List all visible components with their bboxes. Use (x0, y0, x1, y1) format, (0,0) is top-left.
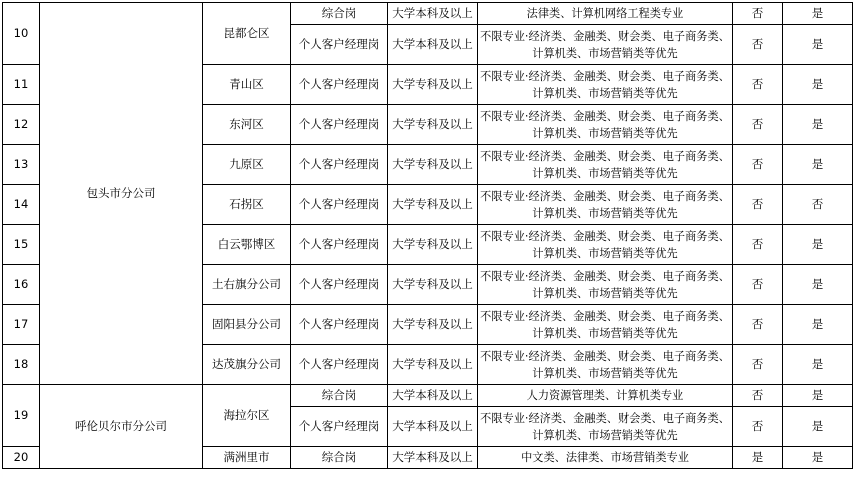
major-line: 计算机类、市场营销类等优先 (532, 246, 678, 260)
major-line: 不限专业·经济类、金融类、财会类、电子商务类、 (480, 149, 730, 163)
local-flag-cell: 是 (783, 3, 853, 25)
position-cell: 个人客户经理岗 (291, 225, 388, 265)
major-cell (478, 385, 733, 407)
education-cell: 大学专科及以上 (388, 145, 478, 185)
position-cell: 个人客户经理岗 (291, 407, 388, 447)
major-line: 计算机类、市场营销类等优先 (532, 166, 678, 180)
major-line: 计算机类、市场营销类等优先 (532, 46, 678, 60)
major-cell (478, 145, 733, 185)
major-line: 计算机类、市场营销类等优先 (532, 206, 678, 220)
local-flag-cell: 是 (783, 305, 853, 345)
major-line: 不限专业·经济类、金融类、财会类、电子商务类、 (480, 309, 730, 323)
local-flag-cell: 是 (783, 407, 853, 447)
position-cell: 个人客户经理岗 (291, 105, 388, 145)
education-cell: 大学专科及以上 (388, 65, 478, 105)
row-number-cell: 14 (3, 185, 40, 225)
major-line: 不限专业·经济类、金融类、财会类、电子商务类、 (480, 69, 730, 83)
major-cell (478, 3, 733, 25)
district-cell: 昆都仑区 (203, 3, 291, 65)
district-cell: 土右旗分公司 (203, 265, 291, 305)
graduate-flag-cell: 否 (733, 345, 783, 385)
local-flag-cell: 是 (783, 65, 853, 105)
local-flag-cell: 是 (783, 25, 853, 65)
major-cell (478, 225, 733, 265)
major-cell (478, 25, 733, 65)
local-flag-cell: 是 (783, 385, 853, 407)
education-cell: 大学本科及以上 (388, 447, 478, 469)
major-cell (478, 407, 733, 447)
district-cell: 九原区 (203, 145, 291, 185)
company-cell: 包头市分公司 (40, 3, 203, 385)
row-number-cell: 17 (3, 305, 40, 345)
row-number-cell: 18 (3, 345, 40, 385)
local-flag-cell: 是 (783, 145, 853, 185)
district-cell: 海拉尔区 (203, 385, 291, 447)
local-flag-cell: 是 (783, 447, 853, 469)
major-cell (478, 65, 733, 105)
local-flag-cell: 是 (783, 105, 853, 145)
position-cell: 个人客户经理岗 (291, 65, 388, 105)
district-cell: 达茂旗分公司 (203, 345, 291, 385)
major-line: 不限专业·经济类、金融类、财会类、电子商务类、 (480, 411, 730, 425)
education-cell: 大学专科及以上 (388, 225, 478, 265)
position-cell: 个人客户经理岗 (291, 265, 388, 305)
local-flag-cell: 是 (783, 225, 853, 265)
graduate-flag-cell: 否 (733, 105, 783, 145)
table-row (3, 385, 853, 407)
position-cell: 综合岗 (291, 447, 388, 469)
graduate-flag-cell: 否 (733, 265, 783, 305)
education-cell: 大学本科及以上 (388, 3, 478, 25)
major-line: 计算机类、市场营销类等优先 (532, 86, 678, 100)
graduate-flag-cell: 是 (733, 447, 783, 469)
education-cell: 大学本科及以上 (388, 407, 478, 447)
table-row (3, 3, 853, 25)
row-number-cell: 15 (3, 225, 40, 265)
district-cell: 东河区 (203, 105, 291, 145)
row-number-cell: 10 (3, 3, 40, 65)
education-cell: 大学专科及以上 (388, 105, 478, 145)
major-cell (478, 185, 733, 225)
district-cell: 满洲里市 (203, 447, 291, 469)
education-cell: 大学专科及以上 (388, 265, 478, 305)
position-cell: 个人客户经理岗 (291, 345, 388, 385)
graduate-flag-cell: 否 (733, 305, 783, 345)
major-line: 计算机类、市场营销类等优先 (532, 286, 678, 300)
district-cell: 固阳县分公司 (203, 305, 291, 345)
district-cell: 白云鄂博区 (203, 225, 291, 265)
major-line: 不限专业·经济类、金融类、财会类、电子商务类、 (480, 189, 730, 203)
row-number-cell: 19 (3, 385, 40, 447)
graduate-flag-cell: 否 (733, 225, 783, 265)
graduate-flag-cell: 否 (733, 145, 783, 185)
position-cell: 个人客户经理岗 (291, 305, 388, 345)
major-cell (478, 447, 733, 469)
major-line: 人力资源管理类、计算机类专业 (526, 389, 684, 402)
position-cell: 个人客户经理岗 (291, 145, 388, 185)
graduate-flag-cell: 否 (733, 185, 783, 225)
position-cell: 个人客户经理岗 (291, 185, 388, 225)
education-cell: 大学专科及以上 (388, 305, 478, 345)
position-cell: 综合岗 (291, 3, 388, 25)
graduate-flag-cell: 否 (733, 25, 783, 65)
education-cell: 大学本科及以上 (388, 385, 478, 407)
major-cell (478, 105, 733, 145)
row-number-cell: 13 (3, 145, 40, 185)
major-line: 计算机类、市场营销类等优先 (532, 428, 678, 442)
major-line: 计算机类、市场营销类等优先 (532, 126, 678, 140)
row-number-cell: 16 (3, 265, 40, 305)
major-line: 不限专业·经济类、金融类、财会类、电子商务类、 (480, 109, 730, 123)
major-line: 不限专业·经济类、金融类、财会类、电子商务类、 (480, 29, 730, 43)
major-line: 不限专业·经济类、金融类、财会类、电子商务类、 (480, 229, 730, 243)
graduate-flag-cell: 否 (733, 65, 783, 105)
row-number-cell: 12 (3, 105, 40, 145)
major-line: 不限专业·经济类、金融类、财会类、电子商务类、 (480, 349, 730, 363)
major-line: 中文类、法律类、市场营销类专业 (521, 451, 689, 464)
education-cell: 大学专科及以上 (388, 185, 478, 225)
graduate-flag-cell: 否 (733, 3, 783, 25)
major-line: 法律类、计算机网络工程类专业 (526, 7, 684, 20)
major-line: 计算机类、市场营销类等优先 (532, 366, 678, 380)
district-cell: 石拐区 (203, 185, 291, 225)
local-flag-cell: 是 (783, 345, 853, 385)
major-line: 计算机类、市场营销类等优先 (532, 326, 678, 340)
major-cell (478, 305, 733, 345)
major-cell (478, 345, 733, 385)
education-cell: 大学本科及以上 (388, 25, 478, 65)
company-cell: 呼伦贝尔市分公司 (40, 385, 203, 469)
row-number-cell: 20 (3, 447, 40, 469)
position-cell: 综合岗 (291, 385, 388, 407)
major-line: 不限专业·经济类、金融类、财会类、电子商务类、 (480, 269, 730, 283)
row-number-cell: 11 (3, 65, 40, 105)
graduate-flag-cell: 否 (733, 385, 783, 407)
position-cell: 个人客户经理岗 (291, 25, 388, 65)
local-flag-cell: 否 (783, 185, 853, 225)
district-cell: 青山区 (203, 65, 291, 105)
local-flag-cell: 是 (783, 265, 853, 305)
graduate-flag-cell: 否 (733, 407, 783, 447)
recruitment-table (2, 2, 853, 469)
major-cell (478, 265, 733, 305)
education-cell: 大学专科及以上 (388, 345, 478, 385)
